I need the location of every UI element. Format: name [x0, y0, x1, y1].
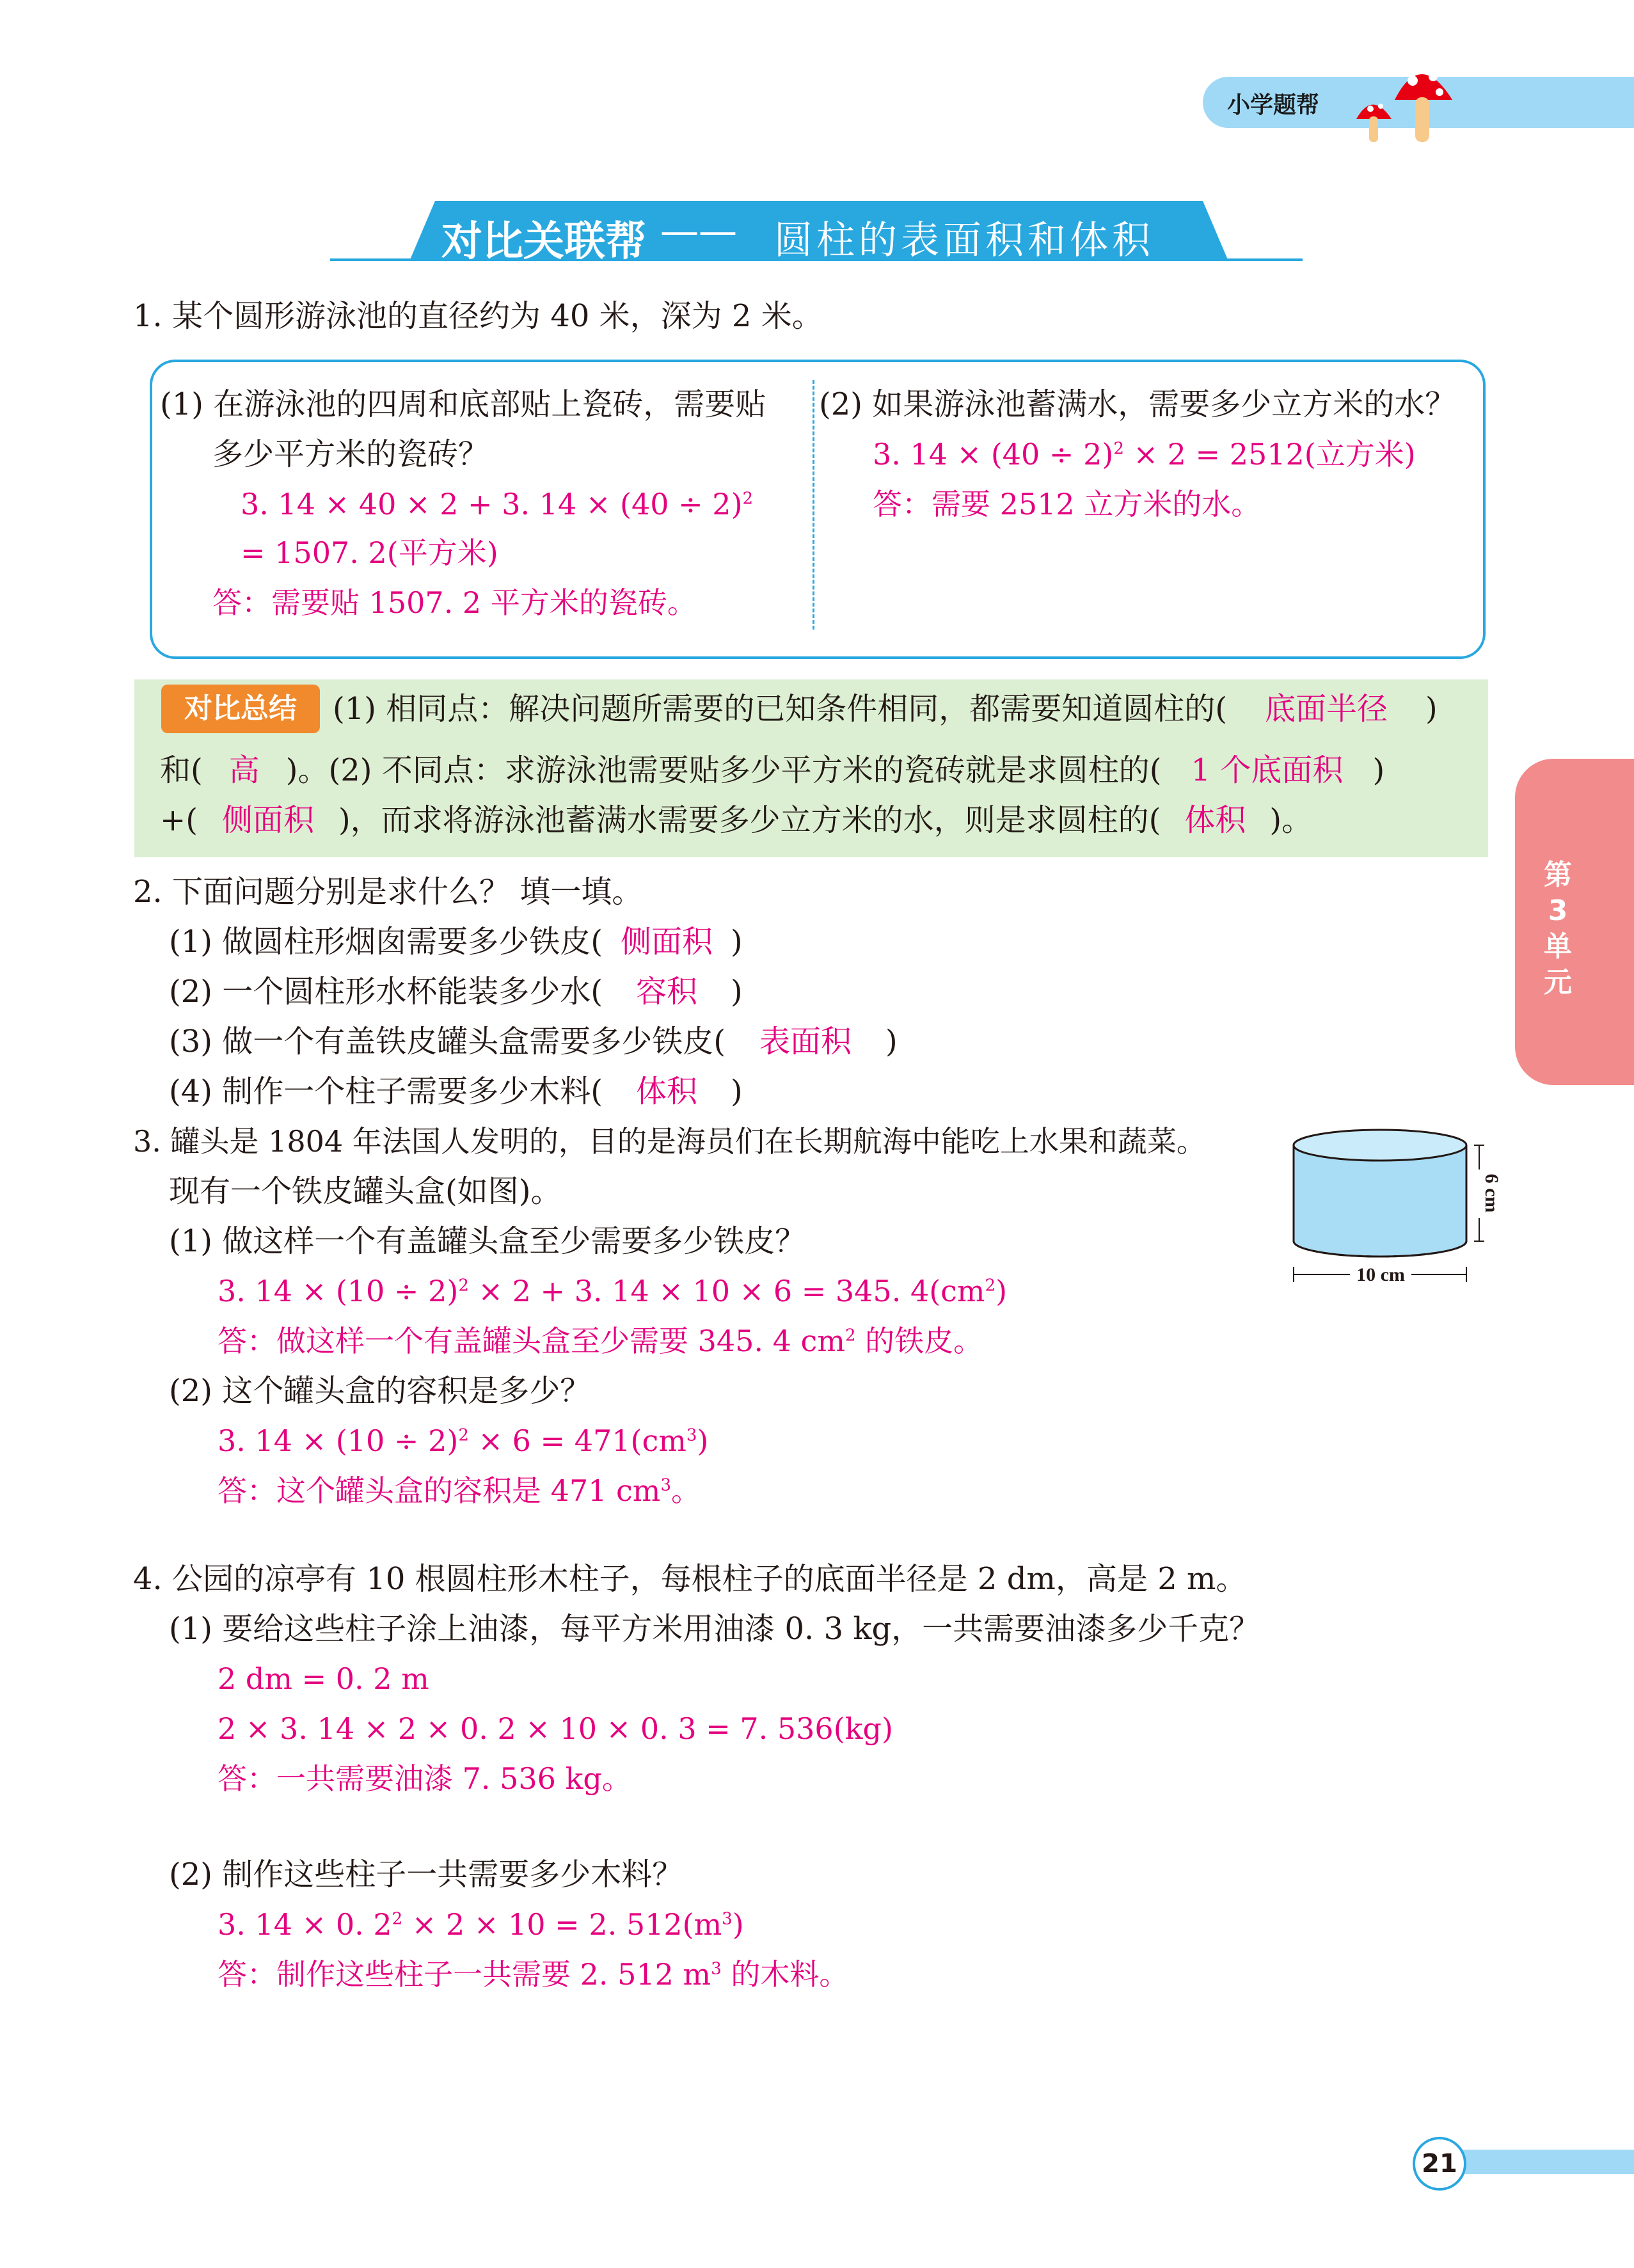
- q4-part2-question: (2) 制作这些柱子一共需要多少木料？: [169, 1857, 683, 1892]
- q3-stem-line1: 3. 罐头是 1804 年法国人发明的，目的是海员们在长期航海中能吃上水果和蔬菜。: [133, 1124, 1206, 1159]
- can-width-label: 10 cm: [1356, 1264, 1405, 1285]
- q2-item: (2) 一个圆柱形水杯能装多少水( 容积 ): [169, 974, 743, 1010]
- q2-item: (3) 做一个有盖铁皮罐头盒需要多少铁皮( 表面积 ): [169, 1024, 898, 1059]
- page-number: 21: [1413, 2137, 1466, 2191]
- q3-part2-question: (2) 这个罐头盒的容积是多少？: [169, 1373, 591, 1409]
- page-number-bar: [1452, 2150, 1634, 2174]
- summary-line1: (1) 相同点：解决问题所需要的已知条件相同，都需要知道圆柱的( 底面半径 ): [333, 691, 1438, 727]
- q1-part1-answer: 答：需要贴 1507. 2 平方米的瓷砖。: [212, 585, 697, 620]
- q1-part1-question-line2: 多少平方米的瓷砖？: [212, 436, 489, 472]
- q1-part1-question-line1: (1) 在游泳池的四周和底部贴上瓷砖，需要贴: [160, 386, 766, 422]
- q3-stem-line2: 现有一个铁皮罐头盒(如图)。: [169, 1173, 562, 1209]
- q3-part2-answer: 答：这个罐头盒的容积是 471 $cm^3$。: [218, 1473, 701, 1508]
- q4-part1-calc1: 2 dm = 0. 2 m: [218, 1661, 429, 1696]
- q4-part2-answer: 答：制作这些柱子一共需要 2. 512 $m^3$ 的木料。: [218, 1957, 849, 1992]
- q1-part1-calc2: = 1507. 2(平方米): [241, 535, 498, 570]
- q1-divider: [813, 380, 814, 630]
- can-height-label: 6 cm: [1481, 1173, 1502, 1213]
- q2-item: (4) 制作一个柱子需要多少木料( 体积 ): [169, 1074, 743, 1109]
- q1-part2-question: (2) 如果游泳池蓄满水，需要多少立方米的水？: [819, 386, 1456, 422]
- title-sub: 圆柱的表面积和体积: [774, 218, 1154, 263]
- q4-part2-calc: 3. 14 × 0. $2^2 \times 2 \times 10 = 2$. $512(m^3)$: [218, 1907, 744, 1942]
- q1-stem: 1. 某个圆形游泳池的直径约为 40 米，深为 2 米。: [133, 298, 823, 334]
- summary-line2: 和( 高 )。(2) 不同点：求游泳池需要贴多少平方米的瓷砖就是求圆柱的( 1 个底面积 ): [160, 752, 1385, 788]
- brand-label: 小学题帮: [1227, 92, 1320, 118]
- q3-part1-question: (1) 做这样一个有盖罐头盒至少需要多少铁皮？: [169, 1223, 806, 1259]
- q4-part1-calc2: 2 × 3. 14 × 2 × 0. 2 × 10 × 0. 3 = 7. 536(kg): [218, 1711, 893, 1746]
- title-dash: ——: [660, 209, 737, 253]
- q2-item: (1) 做圆柱形烟囱需要多少铁皮( 侧面积 ): [169, 924, 743, 960]
- q3-part2-calc: 3. $14 \times (10 \div 2)^2 \times 6 = 471(cm^3)$: [218, 1423, 709, 1458]
- q4-stem: 4. 公园的凉亭有 10 根圆柱形木柱子，每根柱子的底面半径是 2 dm，高是 2 m。: [133, 1561, 1247, 1597]
- mushroom-icon: [1344, 55, 1465, 151]
- q1-part1-calc1: 3. 14 × 40 × 2 + 3. $14 \times (40 \div 2)^2$: [241, 487, 754, 521]
- q1-part2-calc: 3. $14 \times (40 \div 2)^2 \times 2 = 2512$(立方米): [873, 437, 1416, 472]
- q3-part1-answer: 答：做这样一个有盖罐头盒至少需要 345. 4 $cm^2$ 的铁皮。: [218, 1324, 983, 1358]
- summary-tag: 对比总结: [161, 685, 320, 733]
- title-main: 对比关联帮: [441, 218, 646, 266]
- unit-tab-label: 第3单元: [1544, 859, 1572, 999]
- summary-line3: +( 侧面积 )，而求将游泳池蓄满水需要多少立方米的水，则是求圆柱的( 体积 )。: [160, 802, 1313, 838]
- q4-part1-question: (1) 要给这些柱子涂上油漆，每平方米用油漆 0. 3 kg，一共需要油漆多少千克？: [169, 1611, 1260, 1647]
- q2-stem: 2. 下面问题分别是求什么？ 填一填。: [133, 874, 643, 910]
- q1-part2-answer: 答：需要 2512 立方米的水。: [873, 487, 1261, 521]
- q4-part1-answer: 答：一共需要油漆 7. 536 kg。: [218, 1761, 631, 1796]
- can-figure: [1286, 1120, 1502, 1292]
- q3-part1-calc: 3. $14 \times (10 \div 2)^2 \times 2 + 3$. 14 × 10 × 6 = 345. $4(cm^2)$: [218, 1274, 1008, 1308]
